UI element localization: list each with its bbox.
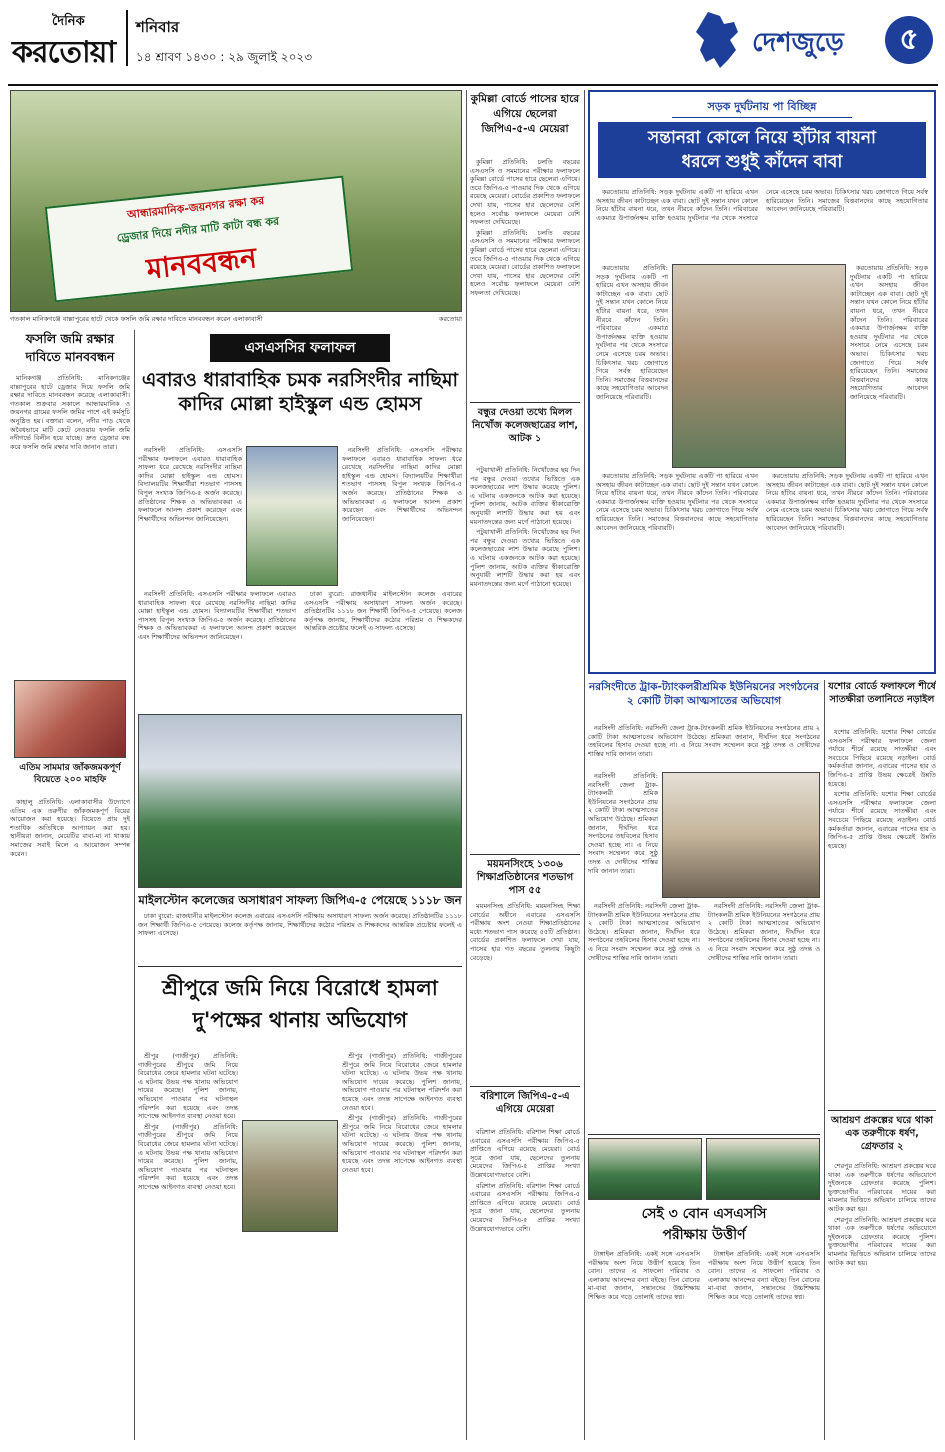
rape-headline: আশ্রয়ণ প্রকল্পের ঘরে থাকা এক তরুণীকে ধর্ষণ, গ্রেফতার ২ (830, 1115, 934, 1152)
bangladesh-map-icon (690, 10, 750, 72)
logo-small: দৈনিক (52, 14, 85, 29)
union-photo (662, 772, 820, 898)
sisters-headline: সেই ৩ বোন এসএসসি পরীক্ষায় উত্তীর্ণ (641, 1206, 767, 1243)
logo (12, 8, 122, 74)
comilla-body: কুমিল্লা প্রতিনিধি: চলতি বছরের এসএসসি ও সমমানের পরীক্ষার ফলাফলে কুমিল্লা বোর্ডে পাসের হারে ছেলেরা এগিয়ে। তবে জিপিএ-৫ পাওয়ার দিক থেকে এগিয়ে রয়েছে মেয়েরা। বোর্ডের প্রকাশিত ফলাফলে দেখা যায়, পাসের হার ছেলেদের বেশি হলেও সর্বোচ্চ ফলাফলে মেয়েরা বেশি সফলতা দেখিয়েছে। কুমিল্লা প্রতিনিধি: চলতি বছরের এসএসসি ও সমমানের পরীক্ষার ফলাফলে কুমিল্লা বোর্ডে পাসের হারে ছেলেরা এগিয়ে। তবে জিপিএ-৫ পাওয়ার দিক থেকে এগিয়ে রয়েছে মেয়েরা। বোর্ডের প্রকাশিত ফলাফলে দেখা যায়, পাসের হার ছেলেদের বেশি হলেও সর্বোচ্চ ফলাফলে মেয়েরা বেশি সফলতা দেখিয়েছে। (470, 158, 580, 297)
accident-kicker: সড়ক দুর্ঘটনায় পা বিচ্ছিন্ন (672, 98, 852, 118)
masthead (0, 0, 945, 84)
orphan-body: কাহালু প্রতিনিধি: এলাকাবাসীর উদ্যোগে এতিম এক তরুণীর জাঁকজমকপূর্ণ বিয়ের আয়োজন করা হয়েছে। বিয়েতে প্রায় দুই শতাধিক অতিথিকে আপ্যায়ন করা হয়। স্থানীয়রা জানান, মেয়েটির বাবা-মা না থাকায় সমাজের সবাই মিলে এ আয়োজন সম্পন্ন করেন। (10, 798, 130, 858)
ssc-headline-1: এবারও ধারাবাহিক চমক নরসিংদীর নাছিমা (141, 369, 459, 391)
date-line: ১৪ শ্রাবণ ১৪৩০ : ২৯ জুলাই ২০২৩ (136, 50, 313, 64)
logo-big: করতোয়া (12, 35, 116, 70)
mymensingh-body: ময়মনসিংহ প্রতিনিধি: ময়মনসিংহ শিক্ষা বোর্ডের অধীনে এবারের এসএসসি পরীক্ষায় অংশ নেওয়া শিক্ষাপ্রতিষ্ঠানের মধ্যে শতভাগ পাস করেছে ৫৫টি প্রতিষ্ঠান। বোর্ডের প্রকাশিত ফলাফলে দেখা যায়, পাসের হার গত বছরের তুলনায় কিছুটা বেড়েছে। (470, 902, 580, 962)
sisters-photo-1 (588, 1138, 702, 1200)
ssc-headline-2: কাদির মোল্লা হাইস্কুল এন্ড হোমস (178, 393, 422, 415)
barishal-body: বরিশাল প্রতিনিধি: বরিশাল শিক্ষা বোর্ডে এবারের এসএসসি পরীক্ষায় জিপিএ-৫ প্রাপ্তিতে এগিয়ে রয়েছে মেয়েরা। বোর্ড সূত্রে জানা যায়, ছেলেদের তুলনায় মেয়েদের জিপিএ-৫ প্রাপ্তির সংখ্যা উল্লেখযোগ্যভাবে বেশি। বরিশাল প্রতিনিধি: বরিশাল শিক্ষা বোর্ডে এবারের এসএসসি পরীক্ষায় জিপিএ-৫ প্রাপ্তিতে এগিয়ে রয়েছে মেয়েরা। বোর্ড সূত্রে জানা যায়, ছেলেদের তুলনায় মেয়েদের জিপিএ-৫ প্রাপ্তির সংখ্যা উল্লেখযোগ্যভাবে বেশি। (470, 1128, 580, 1233)
accident-box (588, 90, 936, 674)
jessore-body: যশোর প্রতিনিধি: যশোর শিক্ষা বোর্ডের এসএসসি পরীক্ষার ফলাফলে জেলা পর্যায়ে শীর্ষে রয়েছে সাতক্ষীরা এবং সবচেয়ে পিছিয়ে রয়েছে নড়াইল। বোর্ড কর্মকর্তারা জানান, এবারের পাসের হার ও জিপিএ-৫ প্রাপ্তি উভয় ক্ষেত্রেই উন্নতি হয়েছে। যশোর প্রতিনিধি: যশোর শিক্ষা বোর্ডের এসএসসি পরীক্ষার ফলাফলে জেলা পর্যায়ে শীর্ষে রয়েছে সাতক্ষীরা এবং সবচেয়ে পিছিয়ে রয়েছে নড়াইল। বোর্ড কর্মকর্তারা জানান, এবারের পাসের হার ও জিপিএ-৫ প্রাপ্তি উভয় ক্ষেত্রেই উন্নতি হয়েছে। (828, 728, 936, 850)
banner-line-1: আন্ধারমানিক-জয়নগর রক্ষা কর (126, 194, 265, 222)
accident-body-bottom: করতোয়ায় প্রতিনিধি: সড়ক দুর্ঘটনায় একটি পা হারিয়ে এখন অসহায় জীবন কাটাচ্ছেন এক বাবা। ছোট দুই সন্তান যখন কোলে নিয়ে হাঁটার বায়না ধরে, তখন নীরবে কাঁদেন তিনি। পরিবারের একমাত্র উপার্জনক্ষম ব্যক্তি হওয়ায় দুর্ঘটনার পর থেকে সংসারে নেমে এসেছে চরম অভাব। চিকিৎসার খরচ জোগাতে গিয়ে সর্বস্ব হারিয়েছেন তিনি। সমাজের বিত্তবানদের কাছে সহযোগিতার আবেদন জানিয়েছে পরিবারটি। করতোয়ায় প্রতিনিধি: সড়ক দুর্ঘটনায় একটি পা হারিয়ে এখন অসহায় জীবন কাটাচ্ছেন এক বাবা। ছোট দুই সন্তান যখন কোলে নিয়ে হাঁটার বায়না ধরে, তখন নীরবে কাঁদেন তিনি। পরিবারের একমাত্র উপার্জনক্ষম ব্যক্তি হওয়ায় দুর্ঘটনার পর থেকে সংসারে নেমে এসেছে চরম অভাব। চিকিৎসার খরচ জোগাতে গিয়ে সর্বস্ব হারিয়েছেন তিনি। সমাজের বিত্তবানদের কাছে সহযোগিতার আবেদন জানিয়েছে পরিবারটি। (596, 472, 928, 532)
humanchain-body: মানিকগঞ্জ প্রতিনিধি: মানিকগঞ্জের বাল্লাপুরের হাটে ড্রেজার দিয়ে ফসলি জমি রক্ষার দাবিতে মানববন্ধন করেছে এলাকাবাসী। গতকাল শুক্রবার সকালে আন্ধারমানিক ও জয়নগর গ্রামের ফসলি জমির পাশে এই কর্মসূচি অনুষ্ঠিত হয়। বক্তারা বলেন, নদীর পাড় থেকে অবৈধভাবে মাটি কেটে নেওয়ায় ফসলি জমি নদীগর্ভে বিলীন হয়ে যাচ্ছে। দ্রুত ড্রেজার বন্ধ করে ফসলি জমি রক্ষার দাবি জানান তারা। (10, 374, 130, 451)
protest-banner (45, 176, 353, 303)
wedding-photo (14, 680, 126, 758)
sreepur-photo (242, 1120, 338, 1232)
jessore-headline: যশোর বোর্ডে ফলাফলে শীর্ষে সাতক্ষীরা তলানিতে নড়াইল (828, 681, 936, 705)
photo-credit: করতোয়া (438, 315, 462, 323)
sreepur-body-b: শ্রীপুর (গাজীপুর) প্রতিনিধি: গাজীপুরের শ্রীপুরে জমি নিয়ে বিরোধের জেরে হামলার ঘটনা ঘটেছে। এ ঘটনায় উভয় পক্ষ থানায় অভিযোগ দায়ের করেছে। পুলিশ জানায়, অভিযোগ পাওয়ার পর ঘটনাস্থল পরিদর্শন করা হয়েছে এবং তদন্ত সাপেক্ষে আইনগত ব্যবস্থা নেওয়া হবে। শ্রীপুর (গাজীপুর) প্রতিনিধি: গাজীপুরের শ্রীপুরে জমি নিয়ে বিরোধের জেরে হামলার ঘটনা ঘটেছে। এ ঘটনায় উভয় পক্ষ থানায় অভিযোগ দায়ের করেছে। পুলিশ জানায়, অভিযোগ পাওয়ার পর ঘটনাস্থল পরিদর্শন করা হয়েছে এবং তদন্ত সাপেক্ষে আইনগত ব্যবস্থা নেওয়া হবে। (342, 1052, 462, 1174)
union-headline: নরসিংদীতে ট্রাক-ট্যাংকলরীশ্রমিক ইউনিয়নের সংগঠনের ২ কোটি টাকা আত্মসাতের অভিযোগ (589, 681, 819, 707)
humanchain-photo (10, 90, 462, 312)
ssc-body-col3: নরসিংদী প্রতিনিধি: এসএসসি পরীক্ষার ফলাফলে এবারও ধারাবাহিক সাফল্য ধরে রেখেছে নরসিংদীর নাছিমা কাদির মোল্লা হাইস্কুল এন্ড হোমস। বিদ্যালয়টির শিক্ষার্থীরা শতভাগ পাসসহ বিপুল সংখ্যক জিপিএ-৫ অর্জন করেছে। প্রতিষ্ঠানের শিক্ষক ও অভিভাবকরা এ ফলাফলে আনন্দ প্রকাশ করেছেন এবং শিক্ষার্থীদের অভিনন্দন জানিয়েছেন। (342, 446, 462, 523)
sreepur-headline: শ্রীপুরে জমি নিয়ে বিরোধে হামলা দু'পক্ষের থানায় অভিযোগ (162, 976, 438, 1032)
humanchain-caption: গতকাল মানিকগঞ্জে বাল্লাপুরের হাটে থেকে ফসলি জমি রক্ষার দাবিতে মানববন্ধন করেন এলাকাবাসী করতোয়া (10, 315, 462, 323)
section-title: দেশজুড়ে (752, 28, 844, 58)
rumor-body: পটুয়াখালী প্রতিনিধি: নিখোঁজের ছয় দিন পর বন্ধুর দেওয়া তথ্যের ভিত্তিতে এক কলেজছাত্রের লাশ উদ্ধার করেছে পুলিশ। এ ঘটনায় একজনকে আটক করা হয়েছে। পুলিশ জানায়, আটক ব্যক্তির স্বীকারোক্তি অনুযায়ী লাশটি উদ্ধার করা হয় এবং ময়নাতদন্তের জন্য মর্গে পাঠানো হয়েছে। পটুয়াখালী প্রতিনিধি: নিখোঁজের ছয় দিন পর বন্ধুর দেওয়া তথ্যের ভিত্তিতে এক কলেজছাত্রের লাশ উদ্ধার করেছে পুলিশ। এ ঘটনায় একজনকে আটক করা হয়েছে। পুলিশ জানায়, আটক ব্যক্তির স্বীকারোক্তি অনুযায়ী লাশটি উদ্ধার করা হয় এবং ময়নাতদন্তের জন্য মর্গে পাঠানো হয়েছে। (470, 466, 580, 588)
rumor-headline: বন্ধুর দেওয়া তথ্যে মিলল নিখোঁজ কলেজছাত্রের লাশ, আটক ১ (472, 407, 578, 444)
sreepur-body-a: শ্রীপুর (গাজীপুর) প্রতিনিধি: গাজীপুরের শ্রীপুরে জমি নিয়ে বিরোধের জেরে হামলার ঘটনা ঘটেছে। এ ঘটনায় উভয় পক্ষ থানায় অভিযোগ দায়ের করেছে। পুলিশ জানায়, অভিযোগ পাওয়ার পর ঘটনাস্থল পরিদর্শন করা হয়েছে এবং তদন্ত সাপেক্ষে আইনগত ব্যবস্থা নেওয়া হবে। শ্রীপুর (গাজীপুর) প্রতিনিধি: গাজীপুরের শ্রীপুরে জমি নিয়ে বিরোধের জেরে হামলার ঘটনা ঘটেছে। এ ঘটনায় উভয় পক্ষ থানায় অভিযোগ দায়ের করেছে। পুলিশ জানায়, অভিযোগ পাওয়ার পর ঘটনাস্থল পরিদর্শন করা হয়েছে এবং তদন্ত সাপেক্ষে আইনগত ব্যবস্থা নেওয়া হবে। (138, 1052, 238, 1191)
humanchain-headline: ফসলি জমি রক্ষার দাবিতে মানববন্ধন (25, 331, 115, 364)
union-body-b: নরসিংদী প্রতিনিধি: নরসিংদী জেলা ট্রাক-ট্যাংকলরী শ্রমিক ইউনিয়নের সংগঠনের প্রায় ২ কোটি টাকা আত্মসাতের অভিযোগ উঠেছে। শ্রমিকরা জানান, দীর্ঘদিন ধরে সংগঠনের তহবিলের হিসাব দেওয়া হচ্ছে না। এ নিয়ে সংবাদ সম্মেলন করে সুষ্ঠু তদন্ত ও দোষীদের শাস্তির দাবি জানান তারা। (588, 772, 658, 875)
banner-line-3: মানববন্ধন (144, 241, 259, 286)
orphan-headline: এতিম সামমার জাঁকজমকপূর্ণ বিয়েতে ২০০ মাহফি (19, 763, 121, 785)
accident-body-left: করতোয়ায় প্রতিনিধি: সড়ক দুর্ঘটনায় একটি পা হারিয়ে এখন অসহায় জীবন কাটাচ্ছেন এক বাবা। ছোট দুই সন্তান যখন কোলে নিয়ে হাঁটার বায়না ধরে, তখন নীরবে কাঁদেন তিনি। পরিবারের একমাত্র উপার্জনক্ষম ব্যক্তি হওয়ায় দুর্ঘটনার পর থেকে সংসারে নেমে এসেছে চরম অভাব। চিকিৎসার খরচ জোগাতে গিয়ে সর্বস্ব হারিয়েছেন তিনি। সমাজের বিত্তবানদের কাছে সহযোগিতার আবেদন জানিয়েছে পরিবারটি। (596, 264, 668, 401)
sisters-photo-2 (706, 1138, 820, 1200)
section-header (690, 10, 935, 72)
weekday: শনিবার (136, 18, 180, 36)
banner-line-2: ড্রেজার দিয়ে নদীর মাটি কাটা বন্ধ কর (116, 214, 280, 245)
ssc-header (138, 334, 462, 442)
ssc-body-lower: নরসিংদী প্রতিনিধি: এসএসসি পরীক্ষার ফলাফলে এবারও ধারাবাহিক সাফল্য ধরে রেখেছে নরসিংদীর নাছিমা কাদির মোল্লা হাইস্কুল এন্ড হোমস। বিদ্যালয়টির শিক্ষার্থীরা শতভাগ পাসসহ বিপুল সংখ্যক জিপিএ-৫ অর্জন করেছে। প্রতিষ্ঠানের শিক্ষক ও অভিভাবকরা এ ফলাফলে আনন্দ প্রকাশ করেছেন এবং শিক্ষার্থীদের অভিনন্দন জানিয়েছেন। ঢাকা ব্যুরো: রাজধানীর মাইলস্টোন কলেজ এবারের এসএসসি পরীক্ষায় অসাধারণ সাফল্য অর্জন করেছে। প্রতিষ্ঠানটির ১১১৮ জন শিক্ষার্থী জিপিএ-৫ পেয়েছে। কলেজ কর্তৃপক্ষ জানায়, শিক্ষার্থীদের কঠোর পরিশ্রম ও শিক্ষকদের আন্তরিক প্রচেষ্টার ফলেই এ সাফল্য এসেছে। (138, 590, 462, 641)
accident-body-right: করতোয়ায় প্রতিনিধি: সড়ক দুর্ঘটনায় একটি পা হারিয়ে এখন অসহায় জীবন কাটাচ্ছেন এক বাবা। ছোট দুই সন্তান যখন কোলে নিয়ে হাঁটার বায়না ধরে, তখন নীরবে কাঁদেন তিনি। পরিবারের একমাত্র উপার্জনক্ষম ব্যক্তি হওয়ায় দুর্ঘটনার পর থেকে সংসারে নেমে এসেছে চরম অভাব। চিকিৎসার খরচ জোগাতে গিয়ে সর্বস্ব হারিয়েছেন তিনি। সমাজের বিত্তবানদের কাছে সহযোগিতার আবেদন জানিয়েছে পরিবারটি। (850, 264, 928, 401)
accident-headline-1: সন্তানরা কোলে নিয়ে হাঁটার বায়না (648, 128, 876, 148)
accident-photo (672, 264, 846, 468)
sisters-body: টাঙ্গাইল প্রতিনিধি: একই সঙ্গে এসএসসি পরীক্ষায় অংশ নিয়ে উত্তীর্ণ হয়েছে তিন বোন। তাদের এ সাফল্যে পরিবার ও এলাকায় আনন্দের বন্যা বইছে। তিন বোনের মা-বাবা জানান, সন্তানদের উচ্চশিক্ষায় শিক্ষিত করে গড়ে তোলাই তাদের স্বপ্ন। টাঙ্গাইল প্রতিনিধি: একই সঙ্গে এসএসসি পরীক্ষায় অংশ নিয়ে উত্তীর্ণ হয়েছে তিন বোন। তাদের এ সাফল্যে পরিবার ও এলাকায় আনন্দের বন্যা বইছে। তিন বোনের মা-বাবা জানান, সন্তানদের উচ্চশিক্ষায় শিক্ষিত করে গড়ে তোলাই তাদের স্বপ্ন। (588, 1250, 820, 1301)
accident-body-top: করতোয়ায় প্রতিনিধি: সড়ক দুর্ঘটনায় একটি পা হারিয়ে এখন অসহায় জীবন কাটাচ্ছেন এক বাবা। ছোট দুই সন্তান যখন কোলে নিয়ে হাঁটার বায়না ধরে, তখন নীরবে কাঁদেন তিনি। পরিবারের একমাত্র উপার্জনক্ষম ব্যক্তি হওয়ায় দুর্ঘটনার পর থেকে সংসারে নেমে এসেছে চরম অভাব। চিকিৎসার খরচ জোগাতে গিয়ে সর্বস্ব হারিয়েছেন তিনি। সমাজের বিত্তবানদের কাছে সহযোগিতার আবেদন জানিয়েছে পরিবারটি। (596, 188, 928, 222)
union-body-c: নরসিংদী প্রতিনিধি: নরসিংদী জেলা ট্রাক-ট্যাংকলরী শ্রমিক ইউনিয়নের সংগঠনের প্রায় ২ কোটি টাকা আত্মসাতের অভিযোগ উঠেছে। শ্রমিকরা জানান, দীর্ঘদিন ধরে সংগঠনের তহবিলের হিসাব দেওয়া হচ্ছে না। এ নিয়ে সংবাদ সম্মেলন করে সুষ্ঠু তদন্ত ও দোষীদের শাস্তির দাবি জানান তারা। নরসিংদী প্রতিনিধি: নরসিংদী জেলা ট্রাক-ট্যাংকলরী শ্রমিক ইউনিয়নের সংগঠনের প্রায় ২ কোটি টাকা আত্মসাতের অভিযোগ উঠেছে। শ্রমিকরা জানান, দীর্ঘদিন ধরে সংগঠনের তহবিলের হিসাব দেওয়া হচ্ছে না। এ নিয়ে সংবাদ সম্মেলন করে সুষ্ঠু তদন্ত ও দোষীদের শাস্তির দাবি জানান তারা। (588, 902, 820, 962)
page-number: ৫ (885, 16, 933, 64)
milestone-headline: মাইলস্টোন কলেজের অসাধারণ সাফল্য জিপিএ-৫ পেয়েছে ১১১৮ জন (138, 893, 462, 907)
comilla-headline: কুমিল্লা বোর্ডে পাসের হারে এগিয়ে ছেলেরা জিপিএ-৫-এ মেয়েরা (470, 93, 580, 135)
rape-body: শেরপুর প্রতিনিধি: আশ্রয়ণ প্রকল্পের ঘরে থাকা এক তরুণীকে ধর্ষণের অভিযোগে দুইজনকে গ্রেফতার করেছে পুলিশ। ভুক্তভোগীর পরিবারের দায়ের করা মামলার ভিত্তিতে অভিযান চালিয়ে তাদের আটক করা হয়। শেরপুর প্রতিনিধি: আশ্রয়ণ প্রকল্পের ঘরে থাকা এক তরুণীকে ধর্ষণের অভিযোগে দুইজনকে গ্রেফতার করেছে পুলিশ। ভুক্তভোগীর পরিবারের দায়ের করা মামলার ভিত্তিতে অভিযান চালিয়ে তাদের আটক করা হয়। (828, 1162, 936, 1267)
ssc-body-col1: নরসিংদী প্রতিনিধি: এসএসসি পরীক্ষার ফলাফলে এবারও ধারাবাহিক সাফল্য ধরে রেখেছে নরসিংদীর নাছিমা কাদির মোল্লা হাইস্কুল এন্ড হোমস। বিদ্যালয়টির শিক্ষার্থীরা শতভাগ পাসসহ বিপুল সংখ্যক জিপিএ-৫ অর্জন করেছে। প্রতিষ্ঠানের শিক্ষক ও অভিভাবকরা এ ফলাফলে আনন্দ প্রকাশ করেছেন এবং শিক্ষার্থীদের অভিনন্দন জানিয়েছেন। (138, 446, 242, 523)
barishal-headline: বরিশালে জিপিএ-৫-এ এগিয়ে মেয়েরা (480, 1091, 570, 1115)
accident-headline-2: ধরলে শুধুই কাঁদেন বাবা (681, 152, 843, 172)
accident-headline-box (598, 122, 926, 178)
ssc-kicker: এসএসসির ফলাফল (210, 334, 390, 362)
mymensingh-headline: ময়মনসিংহে ১৩০৬ শিক্ষাপ্রতিষ্ঠানের শতভাগ পাস ৫৫ (476, 859, 574, 896)
ssc-group-photo (246, 446, 338, 586)
milestone-body: ঢাকা ব্যুরো: রাজধানীর মাইলস্টোন কলেজ এবারের এসএসসি পরীক্ষায় অসাধারণ সাফল্য অর্জন করেছে। প্রতিষ্ঠানটির ১১১৮ জন শিক্ষার্থী জিপিএ-৫ পেয়েছে। কলেজ কর্তৃপক্ষ জানায়, শিক্ষার্থীদের কঠোর পরিশ্রম ও শিক্ষকদের আন্তরিক প্রচেষ্টার ফলেই এ সাফল্য এসেছে। (138, 912, 462, 938)
milestone-photo (138, 714, 462, 888)
union-body-a: নরসিংদী প্রতিনিধি: নরসিংদী জেলা ট্রাক-ট্যাংকলরী শ্রমিক ইউনিয়নের সংগঠনের প্রায় ২ কোটি টাকা আত্মসাতের অভিযোগ উঠেছে। শ্রমিকরা জানান, দীর্ঘদিন ধরে সংগঠনের তহবিলের হিসাব দেওয়া হচ্ছে না। এ নিয়ে সংবাদ সম্মেলন করে সুষ্ঠু তদন্ত ও দোষীদের শাস্তির দাবি জানান তারা। (588, 724, 820, 758)
date-box (126, 10, 336, 66)
